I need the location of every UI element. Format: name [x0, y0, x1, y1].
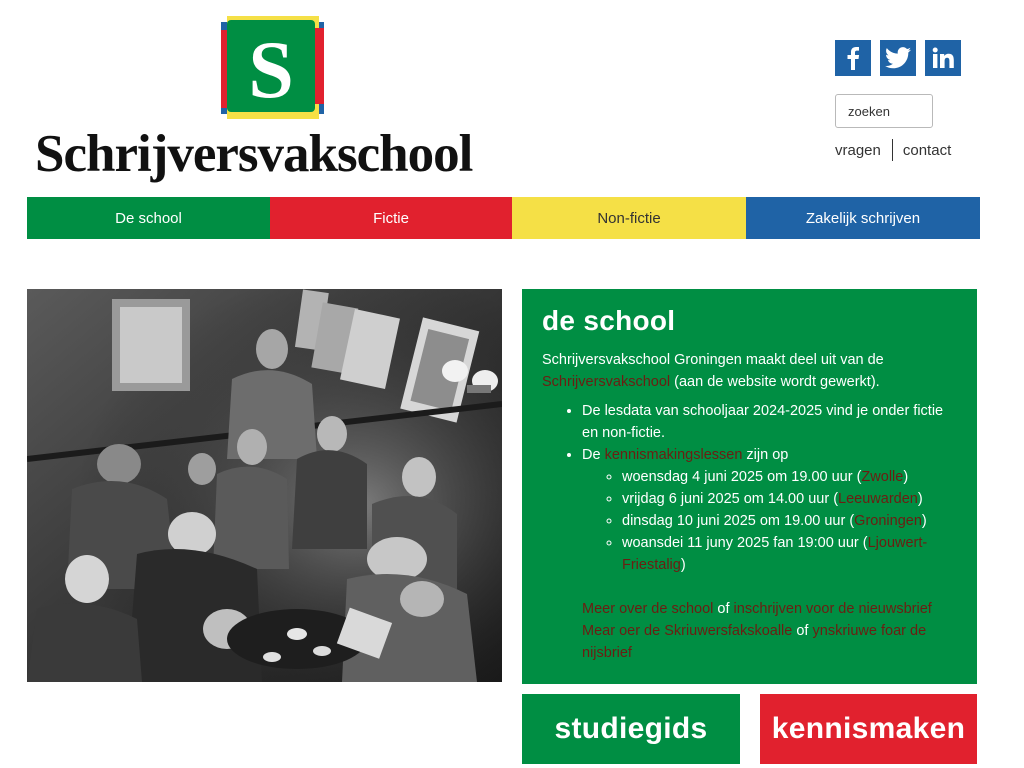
vragen-link[interactable]: vragen: [835, 141, 881, 159]
intro-text-end: (aan de website wordt gewerkt).: [670, 374, 880, 390]
intro-text: Schrijversvakschool Groningen maakt deel uit van de: [542, 352, 884, 368]
schrijversvakschool-link[interactable]: Schrijversvakschool: [542, 374, 671, 390]
social-links: [835, 40, 961, 76]
meer-over-school-link[interactable]: Meer over de school: [582, 601, 714, 617]
logo-s-icon: [221, 16, 324, 119]
more-links: [582, 598, 957, 664]
bullet-text: De: [582, 447, 605, 463]
linkedin-button[interactable]: [925, 40, 961, 76]
kennismaken-button[interactable]: kennismaken: [760, 694, 977, 764]
facebook-button[interactable]: [835, 40, 871, 76]
logo-letter: S: [248, 24, 294, 115]
session-item: ◦ vrijdag 6 juni 2025 om 14.00 uur (Leeuwarden): [622, 488, 957, 510]
facebook-icon: [843, 46, 863, 70]
school-photo: [27, 289, 502, 682]
nav-item-non-fictie[interactable]: Non-fictie: [512, 197, 746, 239]
zwolle-link[interactable]: Zwolle: [861, 469, 904, 485]
school-panel: [522, 289, 977, 684]
groningen-link[interactable]: Groningen: [854, 513, 922, 529]
search-input[interactable]: [835, 94, 933, 128]
mear-oer-link[interactable]: Mear oer de Skriuwersfakskoalle: [582, 623, 793, 639]
panel-intro: [542, 349, 957, 393]
of-text: of: [792, 623, 813, 639]
nav-item-zakelijk-schrijven[interactable]: Zakelijk schrijven: [746, 197, 980, 239]
list-item: [582, 444, 957, 576]
of-text: of: [713, 601, 734, 617]
session-list: [582, 466, 957, 576]
bullet-text-end: zijn op: [742, 447, 789, 463]
lesdata-text: De lesdata van schooljaar 2024-2025 vind je onder fictie en non-fictie.: [582, 403, 944, 441]
list-item: [582, 400, 957, 444]
session-item: ◦ dinsdag 10 juni 2025 om 19.00 uur (Groningen): [622, 510, 957, 532]
session-item: ◦ woansdei 11 juny 2025 fan 19:00 uur (Ljouwert-Friestalig): [622, 532, 957, 576]
nav-item-de-school[interactable]: De school: [27, 197, 270, 239]
site-logo[interactable]: [0, 0, 520, 190]
session-item: ◦ woensdag 4 juni 2025 om 19.00 uur (Zwolle): [622, 466, 957, 488]
leeuwarden-link[interactable]: Leeuwarden: [838, 491, 918, 507]
nijsbrief-link[interactable]: ynskriuwe foar de nijsbrief: [582, 623, 927, 661]
main-nav: [27, 197, 980, 239]
twitter-icon: [885, 47, 911, 69]
link-divider: [892, 139, 893, 161]
contact-link[interactable]: contact: [902, 141, 952, 159]
info-list: [542, 400, 957, 576]
ljouwert-link[interactable]: Ljouwert-Friestalig: [622, 535, 928, 573]
nieuwsbrief-link[interactable]: inschrijven voor de nieuwsbrief: [733, 601, 932, 617]
top-links: [835, 139, 951, 161]
photo-illustration: [27, 289, 502, 682]
linkedin-icon: [932, 47, 954, 69]
kennismakingslessen-link[interactable]: kennismakingslessen: [604, 447, 743, 463]
nav-item-fictie[interactable]: Fictie: [270, 197, 512, 239]
studiegids-button[interactable]: studiegids: [522, 694, 740, 764]
panel-title: de school: [542, 305, 676, 336]
logo-wordmark: Schrijversvakschool: [35, 125, 473, 183]
twitter-button[interactable]: [880, 40, 916, 76]
